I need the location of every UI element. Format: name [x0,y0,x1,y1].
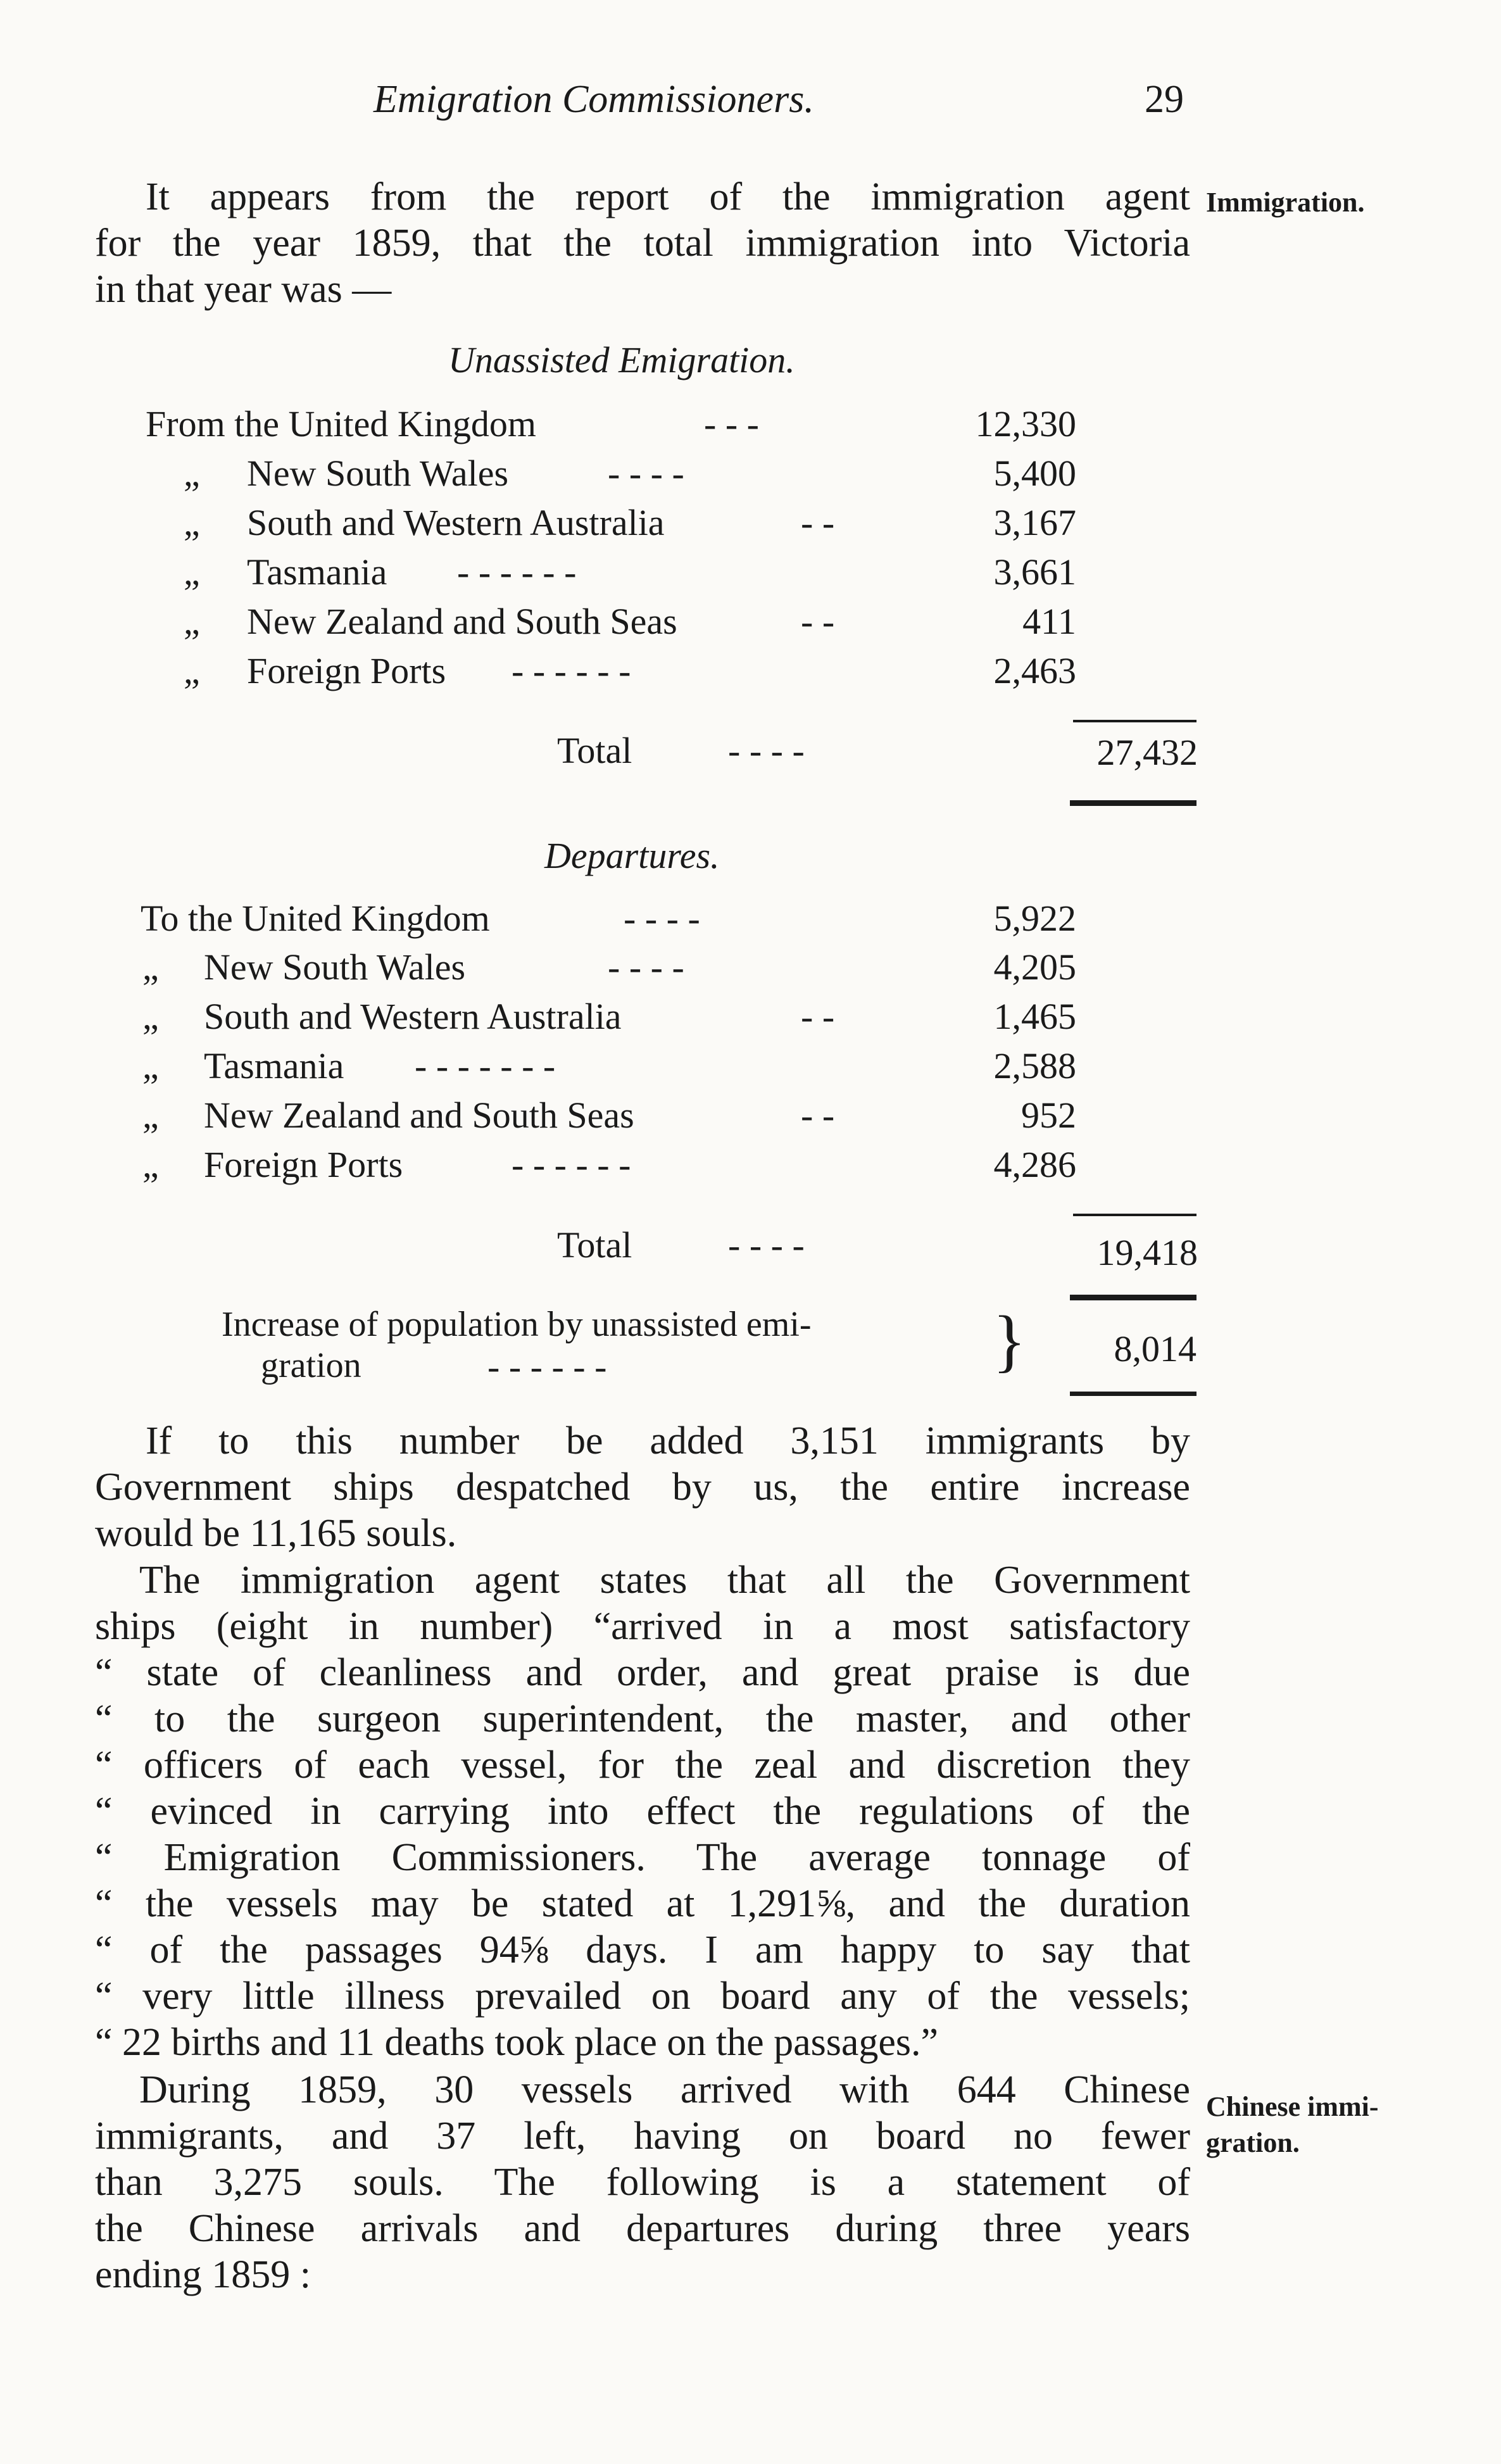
increase-leader: - - - - - - [487,1346,607,1387]
ditto-mark: „ [142,1144,159,1185]
page-number: 29 [1145,78,1184,121]
row-value: 3,661 [993,551,1076,593]
margin-note-chinese-1: Chinese immi- [1206,2091,1379,2122]
para-line: “ of the passages 94⅝ days. I am happy to say that [95,1928,1190,1971]
paragraph-agent [95,1557,1190,2066]
row-label: Foreign Ports [247,650,446,691]
brace: } [993,1302,1026,1379]
para-line: “ to the surgeon superintendent, the master, and other [95,1697,1190,1740]
row-label: Tasmania [247,551,387,593]
total-rule-top [1073,1214,1196,1216]
total-value: 27,432 [1096,732,1198,773]
row-leader: - - - [704,403,759,444]
departures-title: Departures. [544,835,720,876]
ditto-mark: „ [142,996,159,1037]
row-leader: - - - - - - [457,551,577,593]
running-head-title: Emigration Commissioners. [374,78,814,121]
increase-value: 8,014 [1114,1328,1196,1369]
table-row [146,403,536,445]
row-label: South and Western Australia [204,996,622,1037]
ditto-mark: „ [184,650,200,691]
row-value: 12,330 [975,403,1076,444]
row-label: Tasmania [204,1045,344,1086]
unassisted-title: Unassisted Emigration. [448,339,795,380]
ditto-mark: „ [142,1045,159,1086]
intro-line-3: in that year was — [95,268,392,311]
paragraph-added [95,1418,1190,1557]
para-line: During 1859, 30 vessels arrived with 644 Chinese [139,2068,1190,2111]
total-label: Total [557,730,632,771]
para-line: would be 11,165 souls. [95,1512,457,1555]
row-label: New South Wales [247,453,509,494]
row-value: 411 [1022,601,1076,642]
ditto-mark: „ [184,502,200,543]
row-value: 952 [1021,1095,1076,1136]
row-leader: - - [801,502,835,543]
row-leader: - - [801,601,835,642]
row-label: New Zealand and South Seas [247,601,677,642]
row-value: 5,922 [993,898,1076,939]
row-leader: - - - - [624,898,700,939]
row-leader: - - - - - - - [415,1045,556,1086]
para-line: ending 1859 : [95,2253,311,2296]
row-value: 5,400 [993,453,1076,494]
para-line: immigrants, and 37 left, having on board no fewer [95,2115,1190,2158]
intro-line-2: for the year 1859, that the total immigration into Victoria [95,222,1190,265]
para-line: The immigration agent states that all the Government [139,1559,1190,1602]
row-leader: - - - - - - [512,1144,631,1185]
margin-note-immigration: Immigration. [1206,187,1365,218]
para-line: the Chinese arrivals and departures during three years [95,2207,1190,2250]
row-leader: - - - - [608,946,684,988]
ditto-mark: „ [142,946,159,988]
row-value: 3,167 [993,502,1076,543]
para-line: Government ships despatched by us, the entire increase [95,1466,1190,1509]
total-value: 19,418 [1096,1232,1198,1273]
row-value: 4,205 [993,946,1076,988]
row-leader: - - [801,1095,835,1136]
row-label: South and Western Australia [247,502,665,543]
para-line: “ officers of each vessel, for the zeal and discretion they [95,1744,1190,1787]
para-line: “ very little illness prevailed on board any of the vessels; [95,1975,1190,2018]
row-leader: - - - - - - [512,650,631,691]
row-label: From the United Kingdom [146,403,537,444]
total-rule-bottom [1070,1295,1196,1300]
ditto-mark: „ [184,551,200,593]
row-label: New Zealand and South Seas [204,1095,634,1136]
para-line: “ 22 births and 11 deaths took place on the passages.” [95,2021,939,2064]
para-line: “ the vessels may be stated at 1,291⅝, and the duration [95,1882,1190,1925]
total-rule-bottom [1070,800,1196,806]
para-line: “ evinced in carrying into effect the regulations of the [95,1790,1190,1833]
margin-note-chinese-2: gration. [1206,2127,1300,2158]
ditto-mark: „ [184,453,200,494]
para-line: “ state of cleanliness and order, and great praise is due [95,1651,1190,1694]
paragraph-chinese [95,2067,1190,2298]
row-leader: - - [801,996,835,1037]
intro-line-1: It appears from the report of the immigration agent [146,175,1190,218]
row-value: 1,465 [993,996,1076,1037]
total-label: Total [557,1224,632,1266]
ditto-mark: „ [184,601,200,642]
total-rule-top [1073,720,1196,722]
row-value: 2,463 [993,650,1076,691]
total-leader: - - - - [728,1224,805,1266]
para-line: “ Emigration Commissioners. The average tonnage of [95,1836,1190,1879]
para-line: ships (eight in number) “arrived in a most satisfactory [95,1605,1190,1648]
row-label: New South Wales [204,946,466,988]
row-leader: - - - - [608,453,684,494]
para-line: If to this number be added 3,151 immigrants by [146,1419,1190,1462]
intro-paragraph [95,174,1190,313]
row-label: To the United Kingdom [141,898,490,939]
row-label: Foreign Ports [204,1144,403,1185]
row-value: 2,588 [993,1045,1076,1086]
ditto-mark: „ [142,1095,159,1136]
total-leader: - - - - [728,730,805,771]
row-value: 4,286 [993,1144,1076,1185]
para-line: than 3,275 souls. The following is a statement of [95,2161,1190,2204]
increase-rule [1070,1392,1196,1396]
increase-line-1: Increase of population by unassisted emi- [222,1305,812,1344]
increase-line-2: gration [261,1346,361,1385]
